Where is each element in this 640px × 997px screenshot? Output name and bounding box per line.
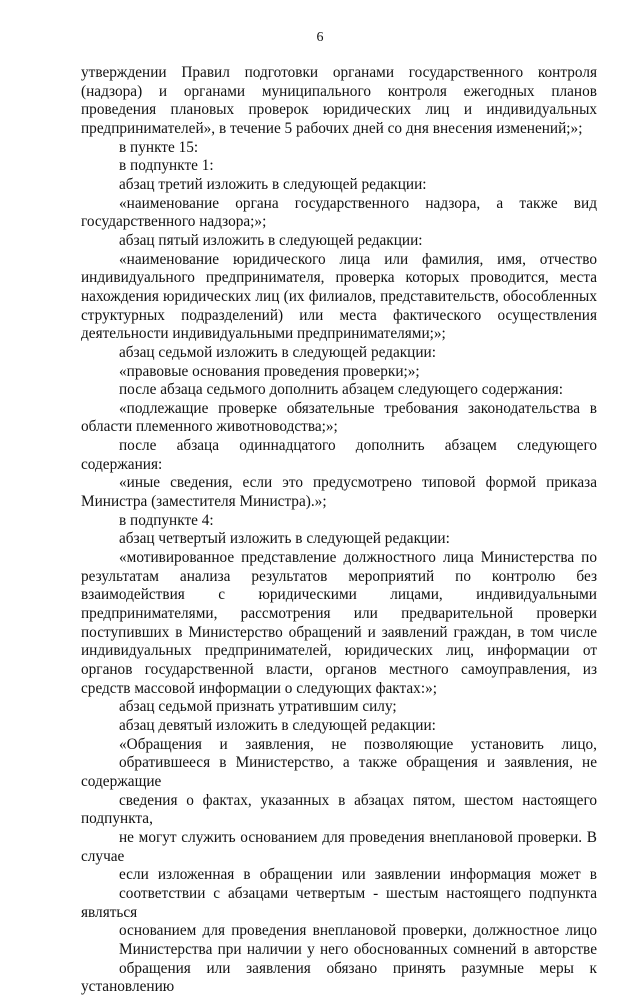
paragraph: после абзаца одиннадцатого дополнить абзацем следующего содержания:: [81, 437, 597, 473]
paragraph: абзац седьмой изложить в следующей редакции:: [119, 343, 436, 361]
paragraph: в пункте 15:: [119, 138, 199, 156]
text-line: не могут служить основанием для проведения внеплановой проверки. В случае: [81, 828, 597, 865]
paragraph: абзац пятый изложить в следующей редакции:: [119, 231, 423, 249]
paragraph: абзац четвертый изложить в следующей редакции:: [119, 530, 450, 548]
document-body: [81, 64, 597, 997]
paragraph: абзац девятый изложить в следующей редакции:: [119, 716, 436, 734]
paragraph: «правовые основания проведения проверки;»;: [119, 362, 420, 380]
text-line: сведения о фактах, указанных в абзацах пятом, шестом настоящего подпункта,: [81, 791, 597, 828]
paragraph: [81, 736, 597, 997]
text-line: соответствии с абзацами четвертым - шестым настоящего подпункта являться: [81, 884, 597, 921]
paragraph: «подлежащие проверке обязательные требования законодательства в области племенного животноводства;»;: [81, 399, 597, 436]
text-line: обращения или заявления обязано принять разумные меры к установлению: [81, 959, 597, 996]
text-line: основанием для проведения внеплановой проверки, должностное лицо: [119, 922, 597, 940]
paragraph: абзац третий изложить в следующей редакции:: [119, 175, 427, 193]
text-line: если изложенная в обращении или заявлении информация может в: [119, 866, 597, 884]
paragraph: «наименование юридического лица или фамилия, имя, отчество индивидуального предпринимателя, проверка которых проводится, места нахождения юридических лиц (их филиалов, представительств, обособленных структурных подразделений) или места фактического осуществления деятельности индивидуальными предпринимателями;»;: [81, 250, 597, 343]
paragraph: «наименование органа государственного надзора, а также вид государственного надзора;»;: [81, 194, 597, 231]
text-line: «Обращения и заявления, не позволяющие установить лицо,: [119, 735, 597, 753]
text-line: Министерства при наличии у него обоснованных сомнений в авторстве: [119, 940, 597, 958]
paragraph: абзац седьмой признать утратившим силу;: [119, 698, 397, 716]
paragraph: после абзаца седьмого дополнить абзацем следующего содержания:: [119, 381, 563, 399]
text-line: обратившееся в Министерство, а также обращения и заявления, не содержащие: [81, 754, 597, 790]
page-number: 6: [316, 30, 324, 45]
paragraph: в подпункте 1:: [119, 157, 214, 175]
paragraph: «мотивированное представление должностного лица Министерства по результатам анализа результатов мероприятий по контролю без взаимодействия с юридическими лицами, индивидуальными предпринимателями, рассмотрения или предварительной проверки поступивших в Министерство обращений и заявлений граждан, в том числе индивидуальных предпринимателей, юридических лиц, информации от органов государственной власти, органов местного самоуправления, из средств массовой информации о следующих фактах:»;: [81, 549, 597, 697]
paragraph: утверждении Правил подготовки органами государственного контроля (надзора) и органами муниципального контроля ежегодных планов проведения плановых проверок юридических лиц и индивидуальных предпринимателей», в течение 5 рабочих дней со дня внесения изменений;»;: [81, 64, 597, 137]
paragraph: в подпункте 4:: [119, 511, 214, 529]
paragraph: «иные сведения, если это предусмотрено типовой формой приказа Министра (заместителя Министра).»;: [81, 474, 597, 511]
